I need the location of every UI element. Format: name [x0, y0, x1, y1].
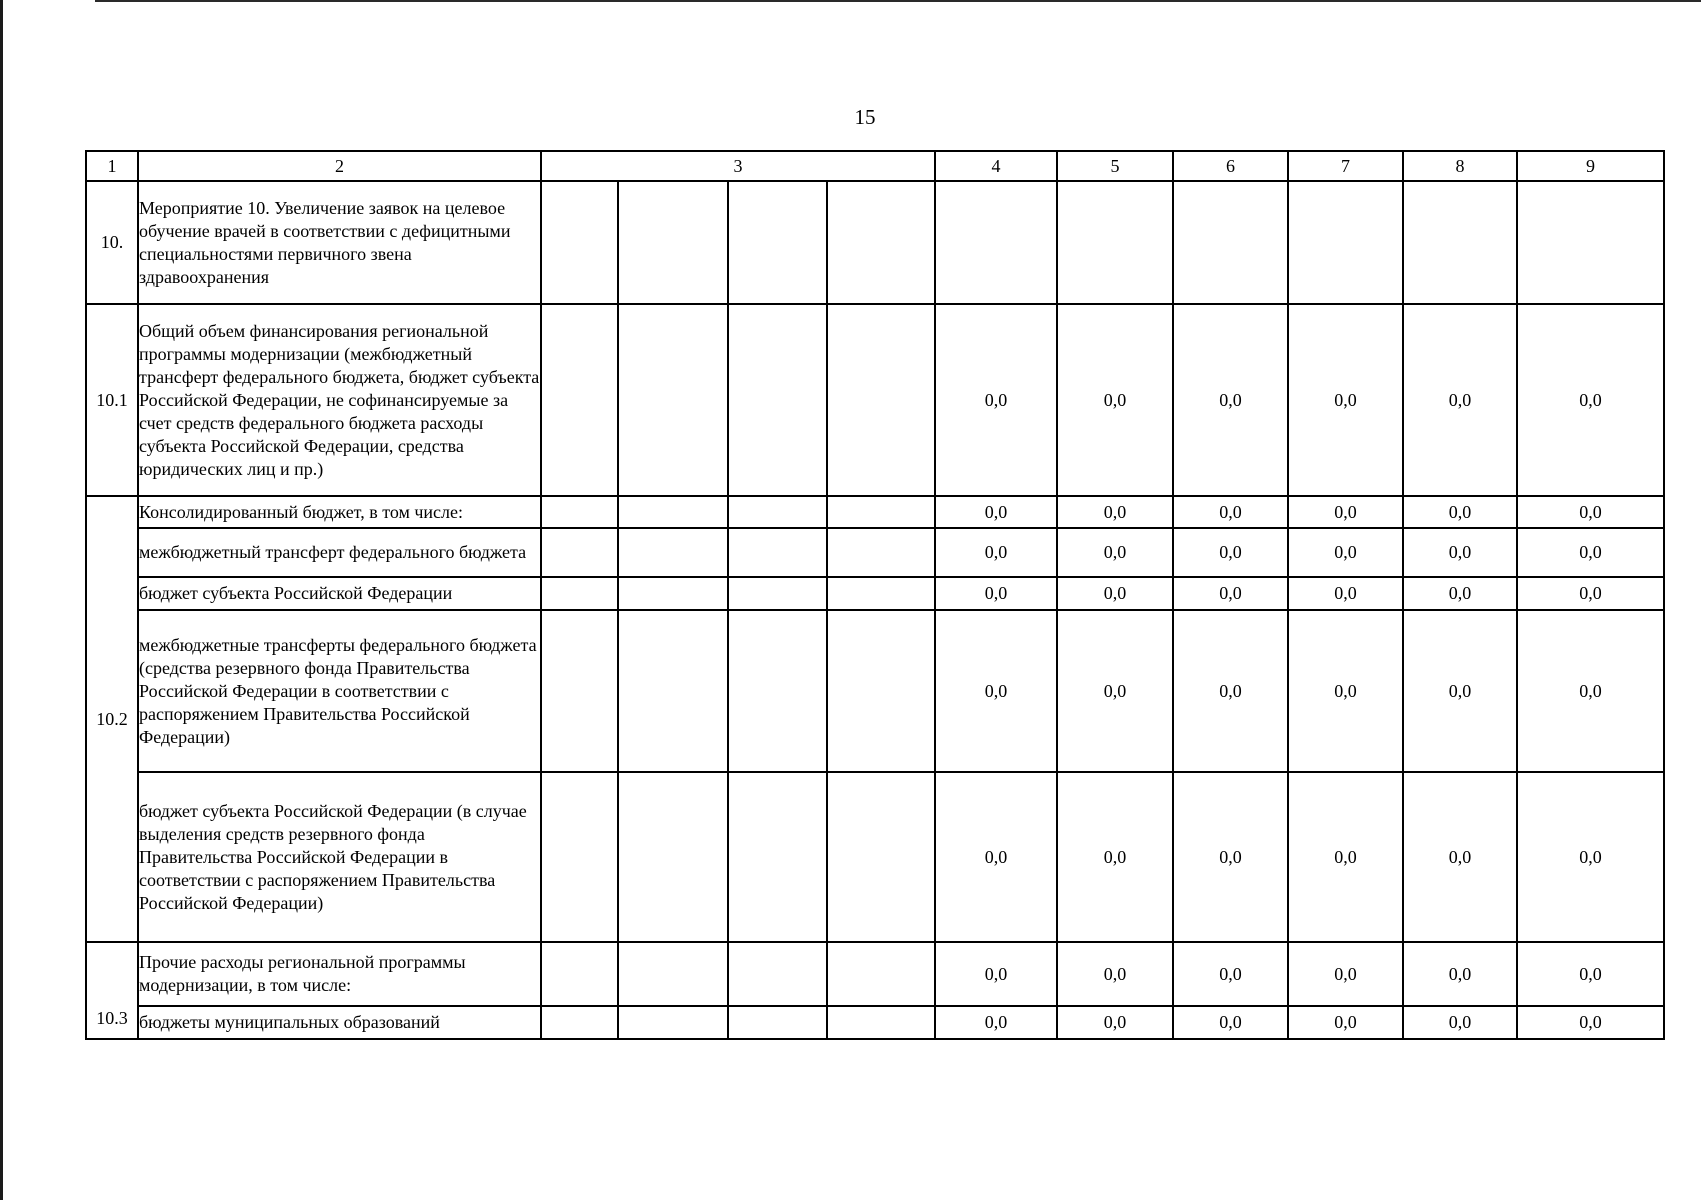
value-cell: 0,0: [1288, 772, 1403, 942]
empty-cell: [728, 942, 827, 1006]
table-row: [86, 577, 1664, 610]
value-cell: 0,0: [1173, 304, 1288, 496]
value-cell: 0,0: [1288, 496, 1403, 528]
empty-cell: [827, 1006, 935, 1039]
value-cell: 0,0: [1173, 496, 1288, 528]
empty-cell: [728, 772, 827, 942]
empty-cell: [541, 942, 618, 1006]
empty-cell: [541, 304, 618, 496]
value-cell: 0,0: [935, 942, 1057, 1006]
header-cell: 9: [1517, 151, 1664, 181]
empty-cell: [618, 610, 728, 772]
row-description: бюджеты муниципальных образований: [138, 1006, 541, 1039]
value-cell: 0,0: [1173, 577, 1288, 610]
value-cell: 0,0: [1057, 496, 1173, 528]
empty-cell: [827, 304, 935, 496]
value-cell: 0,0: [1403, 496, 1517, 528]
row-description: Мероприятие 10. Увеличение заявок на целевое обучение врачей в соответствии с дефицитными специальностями первичного звена здравоохранения: [138, 181, 541, 304]
empty-cell: [1173, 181, 1288, 304]
value-cell: 0,0: [1403, 577, 1517, 610]
value-cell: 0,0: [1288, 1006, 1403, 1039]
value-cell: 0,0: [1403, 610, 1517, 772]
empty-cell: [827, 181, 935, 304]
empty-cell: [1288, 181, 1403, 304]
empty-cell: [728, 496, 827, 528]
value-cell: 0,0: [1288, 528, 1403, 577]
empty-cell: [827, 772, 935, 942]
table-row: [86, 496, 1664, 528]
header-cell: 6: [1173, 151, 1288, 181]
value-cell: 0,0: [1057, 304, 1173, 496]
value-cell: 0,0: [1173, 772, 1288, 942]
empty-cell: [1517, 181, 1664, 304]
empty-cell: [728, 528, 827, 577]
value-cell: 0,0: [1173, 1006, 1288, 1039]
value-cell: 0,0: [935, 496, 1057, 528]
empty-cell: [618, 577, 728, 610]
value-cell: 0,0: [1403, 942, 1517, 1006]
row-description: бюджет субъекта Российской Федерации (в случае выделения средств резервного фонда Правительства Российской Федерации в соответствии с распоряжением Правительства Российской Федерации): [138, 772, 541, 942]
header-cell: 8: [1403, 151, 1517, 181]
empty-cell: [618, 1006, 728, 1039]
empty-cell: [827, 610, 935, 772]
empty-cell: [541, 181, 618, 304]
page-number: 15: [854, 105, 876, 129]
value-cell: 0,0: [1173, 942, 1288, 1006]
value-cell: 0,0: [935, 1006, 1057, 1039]
row-description: Прочие расходы региональной программы модернизации, в том числе:: [138, 942, 541, 1006]
empty-cell: [728, 577, 827, 610]
row-description: Общий объем финансирования региональной программы модернизации (межбюджетный трансферт федерального бюджета, бюджет субъекта Российской Федерации, не софинансируемые за счет средств федерального бюджета расходы субъекта Российской Федерации, средства юридических лиц и пр.): [138, 304, 541, 496]
empty-cell: [541, 528, 618, 577]
empty-cell: [618, 496, 728, 528]
value-cell: 0,0: [1288, 610, 1403, 772]
empty-cell: [1057, 181, 1173, 304]
value-cell: 0,0: [1173, 610, 1288, 772]
row-description: межбюджетный трансферт федерального бюджета: [138, 528, 541, 577]
value-cell: 0,0: [1057, 942, 1173, 1006]
header-row: [86, 151, 1664, 181]
empty-cell: [728, 304, 827, 496]
scan-top-rule: [95, 0, 1701, 2]
row-description: межбюджетные трансферты федерального бюджета (средства резервного фонда Правительства Российской Федерации в соответствии с распоряжением Правительства Российской Федерации): [138, 610, 541, 772]
value-cell: 0,0: [935, 772, 1057, 942]
table-row: [86, 942, 1664, 1006]
row-number: 10.: [86, 181, 138, 304]
empty-cell: [728, 610, 827, 772]
value-cell: 0,0: [1403, 1006, 1517, 1039]
value-cell: 0,0: [1288, 304, 1403, 496]
empty-cell: [618, 181, 728, 304]
empty-cell: [618, 528, 728, 577]
row-description: Консолидированный бюджет, в том числе:: [138, 496, 541, 528]
value-cell: 0,0: [1057, 610, 1173, 772]
scan-left-edge: [0, 0, 3, 1200]
financing-table: [85, 150, 1665, 1040]
value-cell: 0,0: [1517, 304, 1664, 496]
empty-cell: [827, 942, 935, 1006]
empty-cell: [541, 496, 618, 528]
empty-cell: [1403, 181, 1517, 304]
table-row: [86, 610, 1664, 772]
empty-cell: [827, 577, 935, 610]
empty-cell: [541, 772, 618, 942]
empty-cell: [618, 772, 728, 942]
row-number: 10.1: [86, 304, 138, 496]
table-row: [86, 772, 1664, 942]
value-cell: 0,0: [935, 528, 1057, 577]
value-cell: 0,0: [1517, 942, 1664, 1006]
value-cell: 0,0: [1517, 528, 1664, 577]
empty-cell: [728, 181, 827, 304]
empty-cell: [935, 181, 1057, 304]
value-cell: 0,0: [1057, 528, 1173, 577]
header-cell: 1: [86, 151, 138, 181]
empty-cell: [618, 942, 728, 1006]
value-cell: 0,0: [1057, 1006, 1173, 1039]
empty-cell: [728, 1006, 827, 1039]
row-number: 10.3: [86, 942, 138, 1039]
row-number: 10.2: [86, 496, 138, 942]
header-cell: 5: [1057, 151, 1173, 181]
value-cell: 0,0: [1403, 304, 1517, 496]
value-cell: 0,0: [935, 304, 1057, 496]
value-cell: 0,0: [1403, 772, 1517, 942]
value-cell: 0,0: [1057, 772, 1173, 942]
header-cell: 2: [138, 151, 541, 181]
value-cell: 0,0: [935, 610, 1057, 772]
value-cell: 0,0: [1517, 577, 1664, 610]
header-cell: 7: [1288, 151, 1403, 181]
value-cell: 0,0: [1517, 772, 1664, 942]
table-row: [86, 528, 1664, 577]
empty-cell: [618, 304, 728, 496]
value-cell: 0,0: [1173, 528, 1288, 577]
value-cell: 0,0: [935, 577, 1057, 610]
header-cell: 4: [935, 151, 1057, 181]
empty-cell: [827, 528, 935, 577]
empty-cell: [541, 577, 618, 610]
value-cell: 0,0: [1403, 528, 1517, 577]
header-cell: 3: [541, 151, 935, 181]
empty-cell: [827, 496, 935, 528]
table-row: [86, 181, 1664, 304]
value-cell: 0,0: [1288, 577, 1403, 610]
value-cell: 0,0: [1057, 577, 1173, 610]
row-description: бюджет субъекта Российской Федерации: [138, 577, 541, 610]
empty-cell: [541, 610, 618, 772]
value-cell: 0,0: [1517, 1006, 1664, 1039]
value-cell: 0,0: [1288, 942, 1403, 1006]
table-row: [86, 1006, 1664, 1039]
value-cell: 0,0: [1517, 610, 1664, 772]
value-cell: 0,0: [1517, 496, 1664, 528]
table-row: [86, 304, 1664, 496]
empty-cell: [541, 1006, 618, 1039]
